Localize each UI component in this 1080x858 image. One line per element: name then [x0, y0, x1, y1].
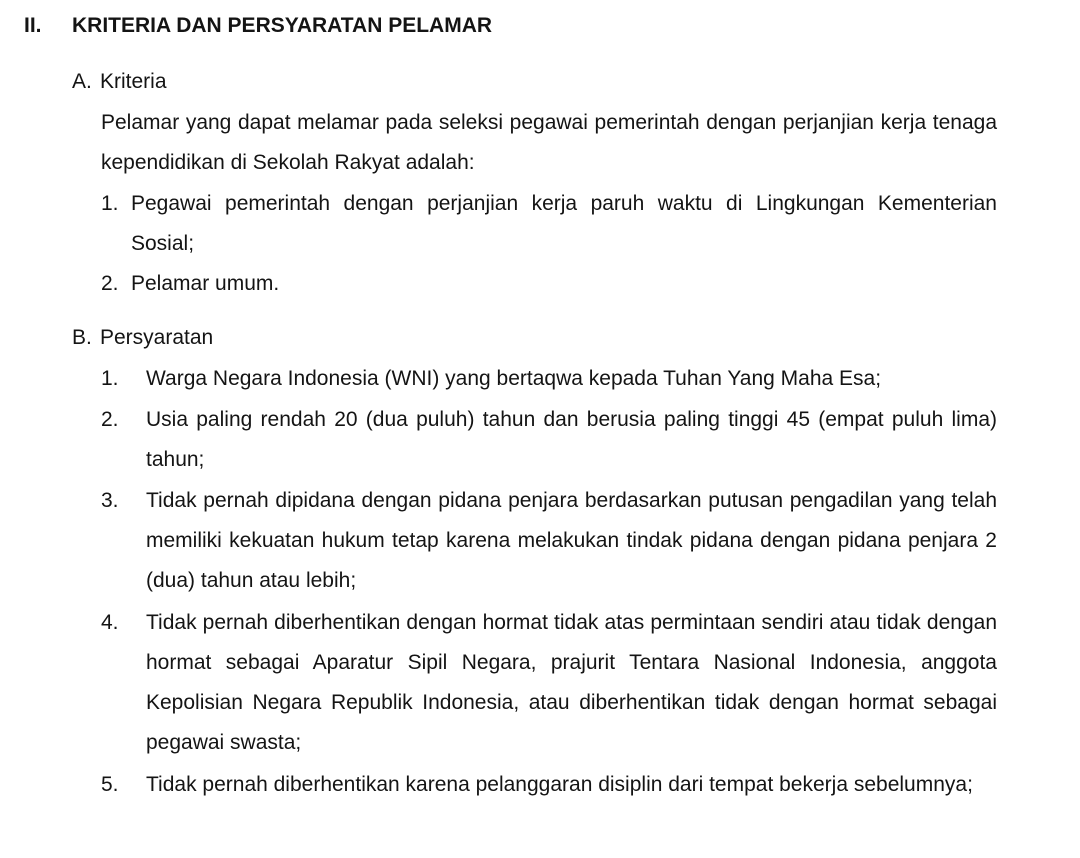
subsection-heading-persyaratan [72, 326, 213, 350]
list-item [101, 184, 997, 264]
section-heading [24, 14, 492, 38]
list-item-text: Pegawai pemerintah dengan perjanjian kerja paruh waktu di Lingkungan Kementerian Sosial; [131, 192, 997, 255]
list-item-number: 1. [101, 192, 119, 215]
kriteria-intro: Pelamar yang dapat melamar pada seleksi pegawai pemerintah dengan perjanjian kerja tenaga kependidikan di Sekolah Rakyat adalah: [101, 111, 997, 174]
list-item-text: Pelamar umum. [131, 272, 280, 295]
list-item-number: 2. [101, 272, 119, 295]
list-item-number: 4. [101, 611, 119, 634]
list-item [101, 603, 997, 763]
list-item-text: Tidak pernah dipidana dengan pidana penjara berdasarkan putusan pengadilan yang telah memiliki kekuatan hukum tetap karena melakukan tindak pidana dengan pidana penjara 2 (dua) tahun atau lebih; [146, 489, 997, 592]
list-item-text: Tidak pernah diberhentikan karena pelanggaran disiplin dari tempat bekerja sebelumnya; [146, 773, 973, 796]
section-number: II. [24, 14, 42, 37]
list-item-text: Warga Negara Indonesia (WNI) yang bertaqwa kepada Tuhan Yang Maha Esa; [146, 367, 882, 390]
list-item-number: 5. [101, 773, 119, 796]
list-item-text: Tidak pernah diberhentikan dengan hormat tidak atas permintaan sendiri atau tidak dengan hormat sebagai Aparatur Sipil Negara, prajurit Tentara Nasional Indonesia, anggota Kepolisian Negara Republik Indonesia, atau diberhentikan tidak dengan hormat sebagai pegawai swasta; [146, 611, 997, 754]
subsection-title: Persyaratan [100, 326, 214, 349]
list-item-number: 1. [101, 367, 119, 390]
list-item-number: 3. [101, 489, 119, 512]
list-item-number: 2. [101, 408, 119, 431]
section-title: KRITERIA DAN PERSYARATAN PELAMAR [72, 14, 493, 37]
list-item [101, 765, 997, 805]
subsection-letter: B. [72, 326, 92, 349]
list-item-text: Usia paling rendah 20 (dua puluh) tahun dan berusia paling tinggi 45 (empat puluh lima) tahun; [146, 408, 997, 471]
list-item [101, 359, 997, 399]
subsection-letter: A. [72, 70, 92, 93]
list-item [101, 264, 997, 304]
subsection-heading-kriteria [72, 70, 167, 94]
subsection-title: Kriteria [100, 70, 167, 93]
list-item [101, 400, 997, 480]
list-item [101, 481, 997, 601]
